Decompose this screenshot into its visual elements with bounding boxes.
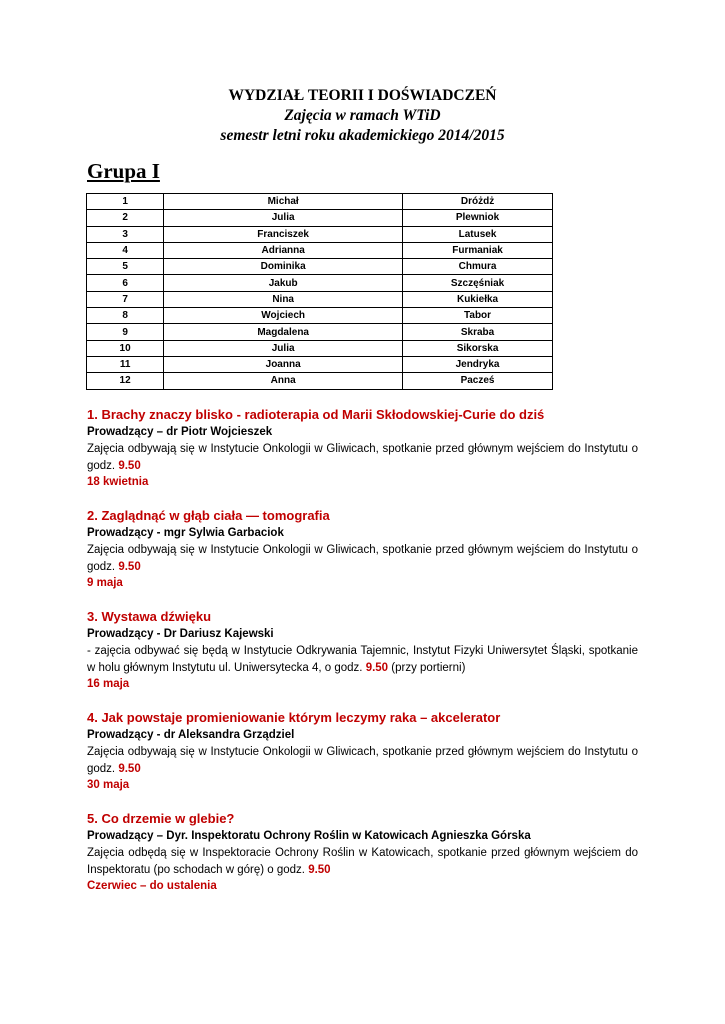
first-name-cell: Magdalena: [164, 324, 403, 340]
row-number: 12: [87, 373, 164, 389]
session-item: [87, 405, 638, 491]
row-number: 4: [87, 242, 164, 258]
row-number: 6: [87, 275, 164, 291]
session-description-text: Zajęcia odbywają się w Instytucie Onkologii w Gliwicach, spotkanie przed głównym wejściem do Instytutu o godz.: [87, 443, 638, 472]
session-time: 9.50: [365, 661, 389, 674]
last-name-cell: Pacześ: [403, 373, 553, 389]
classes-subtitle: Zajęcia w ramach WTiD: [284, 107, 441, 124]
document-header: [0, 86, 725, 146]
session-item: [87, 607, 638, 693]
session-time: 9.50: [118, 459, 141, 472]
session-date: 30 maja: [87, 779, 130, 791]
table-row: [87, 308, 553, 324]
table-row: [87, 356, 553, 372]
table-row: [87, 324, 553, 340]
table-row: [87, 226, 553, 242]
session-date: 9 maja: [87, 577, 123, 589]
row-number: 2: [87, 210, 164, 226]
session-lecturer: Prowadzący - dr Aleksandra Grządziel: [87, 729, 295, 741]
session-description: [87, 441, 638, 474]
session-time: 9.50: [118, 762, 141, 775]
last-name-cell: Tabor: [403, 308, 553, 324]
last-name-cell: Szczęśniak: [403, 275, 553, 291]
session-item: [87, 506, 638, 592]
session-time: 9.50: [118, 560, 141, 573]
last-name-cell: Skraba: [403, 324, 553, 340]
first-name-cell: Jakub: [164, 275, 403, 291]
first-name-cell: Nina: [164, 291, 403, 307]
session-date: Czerwiec – do ustalenia: [87, 880, 217, 892]
session-title: 2. Zaglądnąć w głąb ciała — tomografia: [87, 508, 330, 523]
first-name-cell: Michał: [164, 194, 403, 210]
table-row: [87, 194, 553, 210]
row-number: 11: [87, 356, 164, 372]
session-date: 16 maja: [87, 678, 130, 690]
session-title: 1. Brachy znaczy blisko - radioterapia od Marii Skłodowskiej-Curie do dziś: [87, 407, 545, 422]
table-row: [87, 242, 553, 258]
faculty-title: WYDZIAŁ TEORII I DOŚWIADCZEŃ: [228, 87, 497, 104]
session-item: [87, 708, 638, 794]
first-name-cell: Franciszek: [164, 226, 403, 242]
last-name-cell: Latusek: [403, 226, 553, 242]
first-name-cell: Julia: [164, 210, 403, 226]
first-name-cell: Dominika: [164, 259, 403, 275]
session-description: [87, 643, 638, 676]
session-title: 5. Co drzemie w glebie?: [87, 811, 235, 826]
session-description: [87, 845, 638, 878]
session-date: 18 kwietnia: [87, 476, 149, 488]
session-lecturer: Prowadzący – dr Piotr Wojcieszek: [87, 426, 273, 438]
table-row: [87, 291, 553, 307]
session-time: 9.50: [308, 863, 331, 876]
group-title: Grupa I: [87, 159, 160, 183]
row-number: 9: [87, 324, 164, 340]
sessions-list: [87, 405, 638, 910]
row-number: 1: [87, 194, 164, 210]
session-item: [87, 809, 638, 895]
session-description-text: Zajęcia odbywają się w Instytucie Onkologii w Gliwicach, spotkanie przed głównym wejściem do Instytutu o godz.: [87, 544, 638, 573]
session-description: [87, 744, 638, 777]
session-description-text: Zajęcia odbywają się w Instytucie Onkologii w Gliwicach, spotkanie przed głównym wejściem do Instytutu o godz.: [87, 746, 638, 775]
session-description: [87, 542, 638, 575]
student-roster-table: [86, 193, 553, 390]
first-name-cell: Anna: [164, 373, 403, 389]
session-description-text: Zajęcia odbędą się w Inspektoracie Ochrony Roślin w Katowicach, spotkanie przed głównym wejściem do Inspektoratu (po schodach w górę) o godz.: [87, 847, 638, 876]
row-number: 8: [87, 308, 164, 324]
row-number: 3: [87, 226, 164, 242]
semester-subtitle: semestr letni roku akademickiego 2014/2015: [220, 127, 505, 144]
session-title: 4. Jak powstaje promieniowanie którym leczymy raka – akcelerator: [87, 710, 501, 725]
last-name-cell: Sikorska: [403, 340, 553, 356]
last-name-cell: Furmaniak: [403, 242, 553, 258]
last-name-cell: Jendryka: [403, 356, 553, 372]
session-lecturer: Prowadzący – Dyr. Inspektoratu Ochrony Roślin w Katowicach Agnieszka Górska: [87, 830, 531, 842]
last-name-cell: Chmura: [403, 259, 553, 275]
session-title: 3. Wystawa dźwięku: [87, 609, 212, 624]
table-row: [87, 340, 553, 356]
first-name-cell: Wojciech: [164, 308, 403, 324]
row-number: 10: [87, 340, 164, 356]
table-row: [87, 259, 553, 275]
row-number: 5: [87, 259, 164, 275]
last-name-cell: Kukiełka: [403, 291, 553, 307]
table-row: [87, 373, 553, 389]
table-row: [87, 275, 553, 291]
row-number: 7: [87, 291, 164, 307]
last-name-cell: Plewniok: [403, 210, 553, 226]
first-name-cell: Joanna: [164, 356, 403, 372]
session-description-suffix: (przy portierni): [388, 661, 466, 674]
session-lecturer: Prowadzący - mgr Sylwia Garbaciok: [87, 527, 284, 539]
session-description-text: - zajęcia odbywać się będą w Instytucie Odkrywania Tajemnic, Instytut Fizyki Uniwersytet Śląski, spotkanie w holu głównym Instytutu ul. Uniwersytecka 4, o godz.: [87, 645, 638, 674]
table-row: [87, 210, 553, 226]
first-name-cell: Julia: [164, 340, 403, 356]
session-lecturer: Prowadzący - Dr Dariusz Kajewski: [87, 628, 274, 640]
first-name-cell: Adrianna: [164, 242, 403, 258]
last-name-cell: Dróżdż: [403, 194, 553, 210]
